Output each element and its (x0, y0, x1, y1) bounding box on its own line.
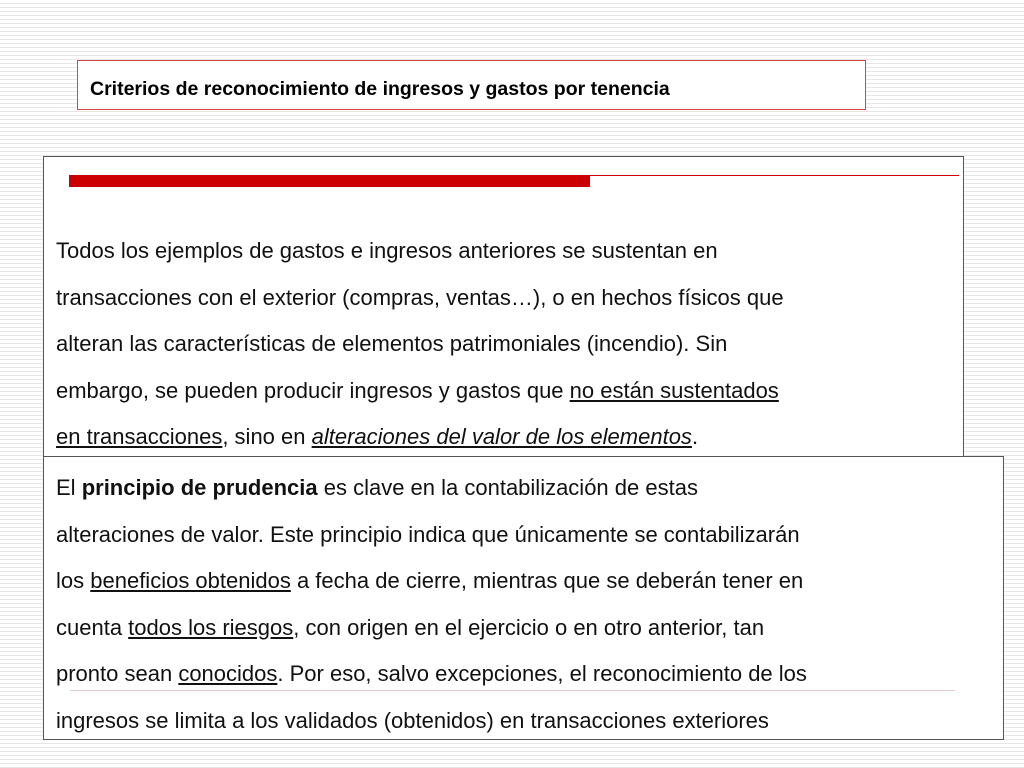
underlined-todos-los-riesgos: todos los riesgos (128, 614, 294, 640)
bold-principio-de-prudencia: principio de prudencia (81, 475, 318, 500)
underlined-en-transacciones: en transacciones (56, 424, 223, 449)
title-box (77, 60, 866, 110)
paragraph-2-line-5-end: . Por eso, salvo excepciones, el reconocimiento de los (277, 661, 807, 686)
paragraph-1 (56, 228, 784, 461)
paragraph-2-line-5-start: pronto sean (56, 661, 179, 686)
slide-title: Criterios de reconocimiento de ingresos y gastos por tenencia (90, 78, 670, 100)
paragraph-2-line-3-end: a fecha de cierre, mientras que se deberán tener en (290, 568, 804, 593)
paragraph-1-line-2: transacciones con el exterior (compras, ventas…), o en hechos físicos que (56, 284, 784, 310)
paragraph-2-line-1-start: El (56, 475, 82, 500)
paragraph-2-line-2: alteraciones de valor. Este principio indica que únicamente se contabilizarán (56, 521, 800, 547)
paragraph-2-line-1-end: es clave en la contabilización de estas (317, 475, 698, 500)
red-rule-thick (69, 175, 590, 187)
paragraph-1-line-1: Todos los ejemplos de gastos e ingresos anteriores se sustentan en (56, 238, 718, 263)
paragraph-2-line-4-start: cuenta (56, 614, 129, 640)
underlined-no-sustentados: no están sustentados (569, 377, 779, 403)
paragraph-2 (56, 465, 807, 744)
paragraph-1-line-5: , sino en (222, 424, 312, 449)
underlined-conocidos: conocidos (178, 661, 278, 686)
paragraph-1-line-4: embargo, se pueden producir ingresos y gastos que (56, 377, 570, 403)
paragraph-1-period: . (691, 424, 699, 449)
underlined-beneficios-obtenidos: beneficios obtenidos (90, 568, 291, 593)
paragraph-2-line-4-end: , con origen en el ejercicio o en otro anterior, tan (293, 614, 765, 640)
paragraph-2-line-6: ingresos se limita a los validados (obtenidos) en transacciones exteriores (56, 707, 769, 733)
italic-alteraciones: alteraciones del valor de los elementos (311, 424, 692, 449)
paragraph-2-line-3-start: los (56, 568, 91, 593)
paragraph-1-line-3: alteran las características de elementos patrimoniales (incendio). Sin (56, 331, 728, 356)
